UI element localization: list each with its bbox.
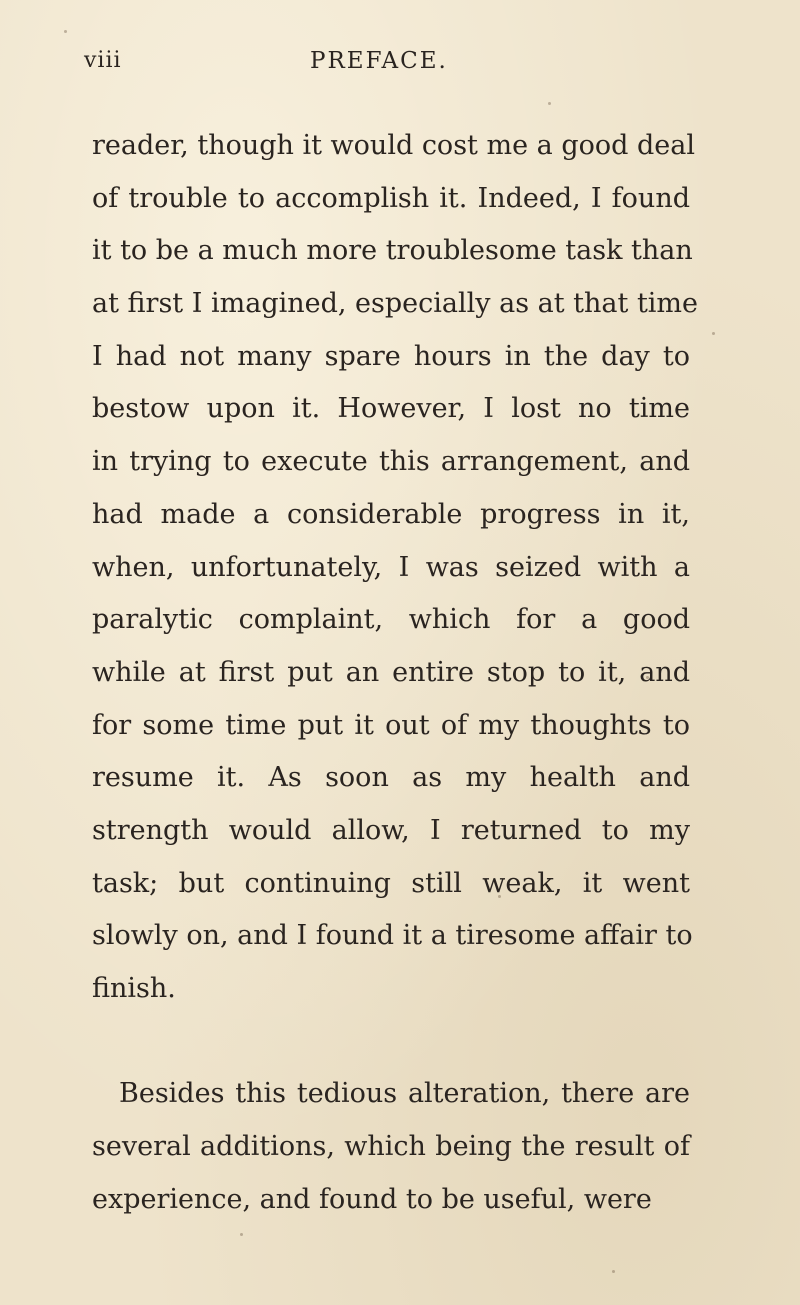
text-line: resume it. As soon as my health and [92, 762, 690, 794]
text-line: it to be a much more troublesome task than [92, 235, 693, 267]
text-line: bestow upon it. However, I lost no time [92, 393, 690, 425]
page-header [84, 48, 644, 88]
text-line: slowly on, and I found it a tiresome affair to [92, 920, 693, 952]
text-line: in trying to execute this arrangement, and [92, 446, 690, 478]
text-line: at first I imagined, especially as at that time [92, 288, 699, 320]
paragraph-2 [92, 1068, 690, 1226]
text-line: while at first put an entire stop to it, and [92, 656, 690, 688]
paragraph-gap [92, 1016, 690, 1069]
body-text [92, 120, 699, 1226]
paper-speck [646, 676, 649, 679]
running-head: PREFACE. [310, 48, 448, 74]
text-line: of trouble to accomplish it. Indeed, I found [92, 182, 690, 214]
text-line: finish. [92, 973, 176, 1004]
paper-speck [612, 1270, 615, 1273]
text-line: had made a considerable progress in it, [92, 498, 690, 530]
text-line: for some time put it out of my thoughts to [92, 709, 690, 741]
paragraph-1 [92, 120, 699, 1016]
text-line: paralytic complaint, which for a good [92, 604, 690, 636]
text-line: task; but continuing still weak, it went [92, 867, 690, 899]
paper-speck [548, 102, 551, 105]
page-number: viii [84, 48, 122, 73]
text-line: several additions, which being the result of [92, 1131, 690, 1163]
text-line: when, unfortunately, I was seized with a [92, 551, 690, 583]
text-line: strength would allow, I returned to my [92, 814, 690, 846]
paper-speck [712, 332, 715, 335]
text-line: experience, and found to be useful, were [92, 1183, 652, 1215]
paper-speck [240, 1233, 243, 1236]
text-line: I had not many spare hours in the day to [92, 340, 690, 372]
text-line: Besides this tedious alteration, there are [119, 1078, 690, 1110]
paper-speck [498, 895, 501, 898]
paper-speck [64, 30, 67, 33]
text-line: reader, though it would cost me a good deal [92, 130, 695, 161]
